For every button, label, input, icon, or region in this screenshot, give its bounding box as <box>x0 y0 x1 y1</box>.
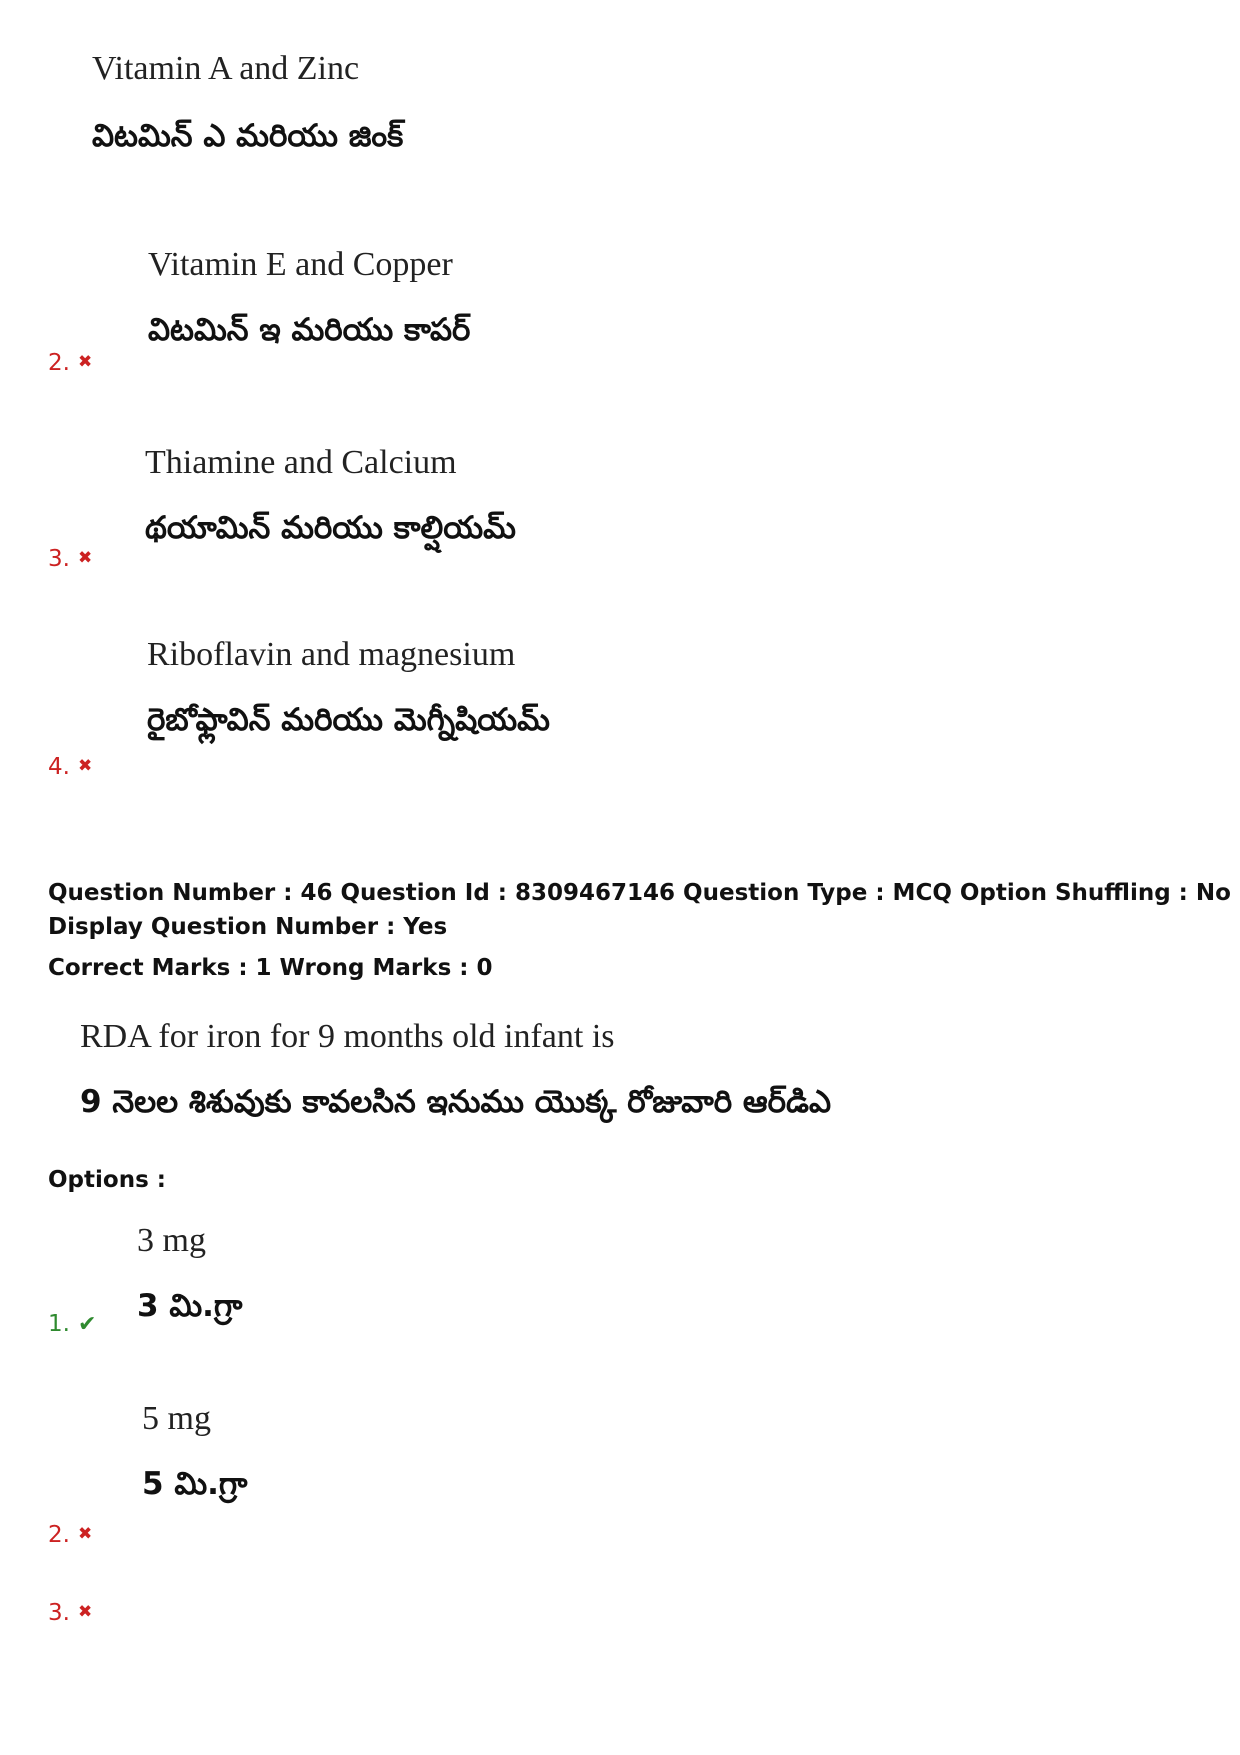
prev-option-1-telugu: విటమిన్ ఎ మరియు జింక్ <box>92 118 404 154</box>
prev-option-1-english: Vitamin A and Zinc <box>92 50 360 87</box>
prev-option-3-telugu: థయామిన్ మరియు కాల్షియమ్ <box>145 510 516 546</box>
option-1-number: 1. ✔ <box>48 1311 97 1337</box>
display-question-number: Display Question Number : Yes <box>48 914 448 940</box>
question-meta-line: Question Number : 46 Question Id : 8309467146 Question Type : MCQ Option Shuffling : No <box>48 880 1231 906</box>
prev-option-2-english: Vitamin E and Copper <box>148 246 453 283</box>
prev-option-2-telugu: విటమిన్ ఇ మరియు కాపర్ <box>148 312 471 348</box>
prev-option-4-telugu: రైబోఫ్లావిన్ మరియు మెగ్నీషియమ్ <box>147 702 550 738</box>
check-icon: ✔ <box>77 1312 97 1337</box>
cross-icon: ✖ <box>77 1524 93 1544</box>
marks-line: Correct Marks : 1 Wrong Marks : 0 <box>48 955 493 981</box>
cross-icon: ✖ <box>77 352 93 372</box>
prev-option-2-number: 2. ✖ <box>48 350 93 376</box>
option-2-number: 2. ✖ <box>48 1522 93 1548</box>
cross-icon: ✖ <box>77 1602 93 1622</box>
option-2-english: 5 mg <box>142 1400 211 1437</box>
prev-option-3-english: Thiamine and Calcium <box>145 444 457 481</box>
options-label: Options : <box>48 1167 166 1193</box>
option-3-number: 3. ✖ <box>48 1600 93 1626</box>
cross-icon: ✖ <box>77 548 93 568</box>
option-1-english: 3 mg <box>137 1222 206 1259</box>
option-2-telugu: 5 మి.గ్రా <box>142 1466 248 1502</box>
prev-option-3-number: 3. ✖ <box>48 546 93 572</box>
prev-option-4-english: Riboflavin and magnesium <box>147 636 516 673</box>
cross-icon: ✖ <box>77 756 93 776</box>
option-1-telugu: 3 మి.గ్రా <box>137 1288 243 1324</box>
question-text-english: RDA for iron for 9 months old infant is <box>80 1018 615 1055</box>
question-text-telugu: 9 నెలల శిశువుకు కావలసిన ఇనుము యొక్క రోజువారి ఆర్‌డిఎ <box>80 1084 832 1120</box>
prev-option-4-number: 4. ✖ <box>48 754 93 780</box>
